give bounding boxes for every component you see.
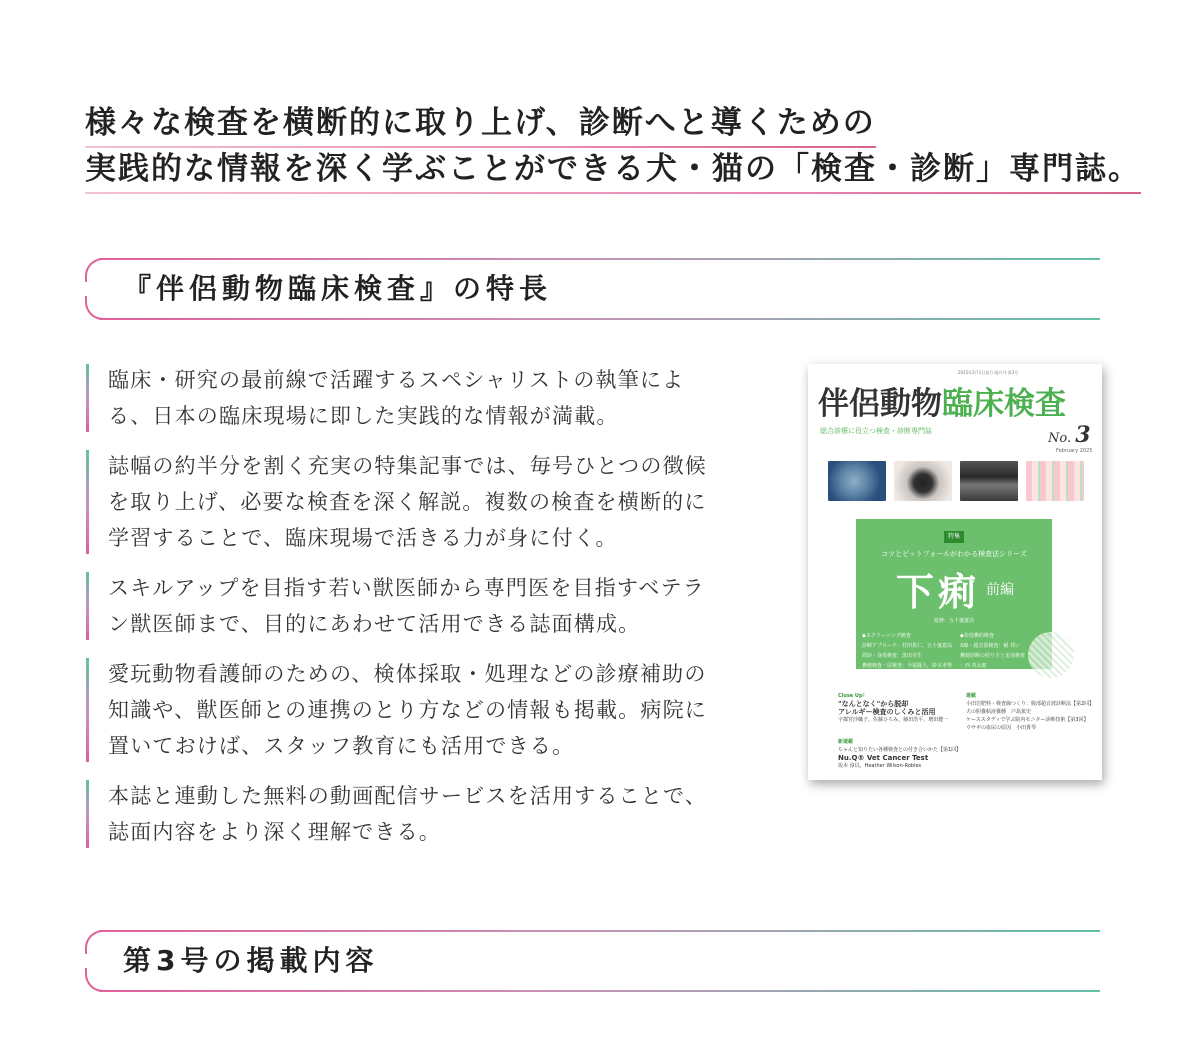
intro-line-2: 実践的な情報を深く学ぶことができる犬・猫の「検査・診断」専門誌。 xyxy=(85,146,1141,192)
feature-text: 臨床・研究の最前線で活躍するスペシャリストの執筆による、日本の臨床現場に即した実践的な情報が満載。 xyxy=(108,368,685,428)
feature-text: 本誌と連動した無料の動画配信サービスを活用することで、誌面内容をより深く理解できる。 xyxy=(108,784,707,844)
cover-closeup-authors: 宇都宮沙織子，佐藤ひろみ，藤田浩平，増田健一 xyxy=(838,717,949,723)
cover-issue-prefix: No. xyxy=(1048,431,1072,446)
features-list xyxy=(86,362,726,864)
cover-closeup xyxy=(838,692,948,724)
issue-section-header xyxy=(85,930,1100,992)
cover-serials xyxy=(966,692,1094,732)
cover-title-part-a: 伴侶動物 xyxy=(818,386,942,422)
cover-subtitle: 総合診療に役立つ検査・診断専門誌 xyxy=(820,427,932,435)
header-corner xyxy=(85,930,109,954)
cover-contents-line: ◆スクリーニング検査 xyxy=(862,633,911,639)
feature-item xyxy=(86,362,726,434)
header-corner xyxy=(85,258,109,282)
cover-serial-line: 犬の胆嚢粘液嚢腫 戸島篤史 xyxy=(966,709,1032,715)
intro-line-1: 様々な検査を横断的に取り上げ、診断へと導くための xyxy=(85,100,876,146)
issue-section-title: 第3号の掲載内容 xyxy=(123,944,379,977)
cover-title xyxy=(818,386,1066,422)
features-section-title: 『伴侶動物臨床検査』の特長 xyxy=(123,272,553,305)
cover-editor: 監修：五十嵐寛高 xyxy=(933,618,974,624)
cover-photo-specimen xyxy=(894,461,952,501)
cover-new-serial xyxy=(838,738,961,770)
cover-serial-line: 小田岩肥料・検査線つくり：腹部超音波診断法【第2回】 xyxy=(966,701,1095,707)
cover-publication-info: 2025年2月1日発行 隔月刊 第3号 xyxy=(958,370,1019,375)
cover-title-part-b: 臨床検査 xyxy=(942,386,1066,422)
magazine-cover xyxy=(808,364,1102,780)
feature-bar xyxy=(86,450,89,554)
feature-text: 誌幅の約半分を割く充実の特集記事では、毎号ひとつの徴候を取り上げ、必要な検査を深く解説。複数の検査を横断的に学習することで、臨床現場で活きる力が身に付く。 xyxy=(108,454,707,550)
cover-photo-micro xyxy=(828,461,886,501)
feature-text: 愛玩動物看護師のための、検体採取・処理などの診療補助の知識や、獣医師との連携のとり方などの情報も掲載。病院に置いておけば、スタッフ教育にも活用できる。 xyxy=(108,662,707,758)
cover-contents-line: ：西 英太郎 xyxy=(960,663,987,669)
cover-feature-part: 前編 xyxy=(986,582,1014,598)
feature-item xyxy=(86,778,726,850)
cover-photo-illustration xyxy=(1026,461,1084,501)
cover-new-line: ちゃんと知りたい各種検査との付き合いかた【第1回】 xyxy=(838,747,962,753)
cover-new-line: 坂本 淳以，Heather Wilson-Robles xyxy=(838,763,922,769)
cover-closeup-title: "なんとなく"から脱却 xyxy=(838,700,909,708)
cover-issue xyxy=(1048,422,1091,448)
header-corner xyxy=(85,296,109,320)
cover-new-label: 新連載 xyxy=(838,739,854,745)
feature-item xyxy=(86,656,726,764)
cover-month: February 2025 xyxy=(1056,448,1093,454)
cover-serial-label: 連載 xyxy=(966,693,977,699)
cover-closeup-label: Close Up！ xyxy=(838,693,868,699)
cover-serial-line: ケーススタディで学ぶ院内モニター診断技術【第3回】 xyxy=(966,717,1089,723)
feature-bar xyxy=(86,364,89,432)
cover-contents-a xyxy=(862,631,952,681)
cover-photo-ultrasound xyxy=(960,461,1018,501)
cover-feature-title: 下痢 xyxy=(896,570,981,614)
feature-bar xyxy=(86,658,89,762)
cover-contents-b xyxy=(960,631,1025,671)
intro-text xyxy=(85,100,1141,192)
cover-contents-line: 糞便検査・尿検査：今福賢人，鈴木孝秀 xyxy=(862,663,953,669)
cover-new-line: Nu.Q® Vet Cancer Test xyxy=(838,754,929,762)
feature-bar xyxy=(86,572,89,640)
cover-decoration xyxy=(1028,632,1074,678)
cover-issue-number: 3 xyxy=(1075,422,1091,448)
cover-feature-tag: 特集 xyxy=(944,531,964,543)
feature-item xyxy=(86,448,726,556)
cover-closeup-subtitle: アレルギー検査のしくみと活用 xyxy=(838,708,936,716)
cover-contents-line: 糞便診断の照り方と追加検査 xyxy=(960,653,1026,659)
cover-contents-line: 診断アプローチ：村田貴仁，五十嵐寛高 xyxy=(862,643,953,649)
cover-contents-line: 血液検査：西 英太郎 xyxy=(862,673,909,679)
feature-bar xyxy=(86,780,89,848)
feature-item xyxy=(86,570,726,642)
features-section-header xyxy=(85,258,1100,320)
cover-series: コツとピットフォールがわかる検査法シリーズ xyxy=(881,550,1027,558)
cover-feature-box xyxy=(856,519,1052,679)
header-corner xyxy=(85,968,109,992)
cover-contents-line: ◆非侵襲的検査 xyxy=(960,633,994,639)
cover-serial-line: ウサギの血尿の原因 小田貴琴 xyxy=(966,725,1037,731)
feature-text: スキルアップを目指す若い獣医師から専門医を目指すベテラン獣医師まで、目的にあわせて活用できる誌面構成。 xyxy=(108,576,705,636)
cover-contents-line: 問診・身体検査：黒田幸生 xyxy=(862,653,923,659)
cover-photos xyxy=(828,461,1084,501)
cover-contents-line: X線・超音波検査：稲 邦い xyxy=(960,643,1021,649)
